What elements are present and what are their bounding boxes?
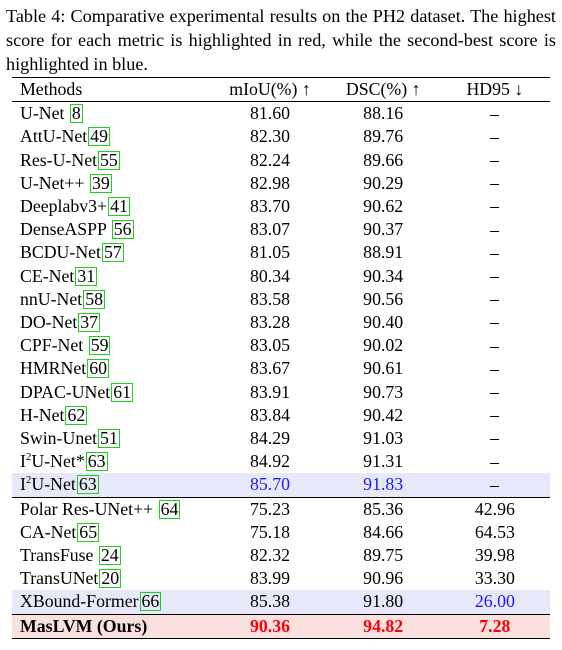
value-dsc bbox=[327, 357, 440, 380]
empty-dash bbox=[490, 416, 499, 417]
method-name: HMRNet bbox=[20, 358, 87, 379]
method-cell bbox=[12, 195, 213, 218]
empty-dash bbox=[490, 463, 499, 464]
citation-link[interactable]: 37 bbox=[80, 312, 99, 333]
value-miou bbox=[213, 521, 326, 544]
table-row bbox=[12, 265, 550, 288]
method-cell bbox=[12, 357, 213, 380]
value-text: 83.05 bbox=[249, 335, 290, 356]
value-miou bbox=[213, 334, 326, 357]
empty-dash bbox=[490, 370, 499, 371]
method-name: U-Net bbox=[31, 474, 76, 495]
citation-link[interactable]: 51 bbox=[100, 428, 118, 449]
value-text: 90.56 bbox=[363, 288, 404, 309]
method-name: CA-Net bbox=[20, 521, 77, 542]
value-dsc bbox=[327, 427, 440, 450]
method-name: DPAC-UNet bbox=[20, 381, 111, 402]
value-miou bbox=[213, 357, 326, 380]
citation-link[interactable]: 55 bbox=[100, 149, 118, 170]
value-hd95 bbox=[440, 218, 550, 241]
value-dsc bbox=[327, 334, 440, 357]
method-name: nnU-Net bbox=[20, 288, 83, 309]
value-text: 89.66 bbox=[363, 149, 404, 170]
method-name: TransFuse bbox=[20, 545, 98, 566]
value-dsc bbox=[327, 404, 440, 427]
citation-link[interactable]: 63 bbox=[87, 451, 106, 472]
method-cell bbox=[12, 427, 213, 450]
value-miou bbox=[213, 265, 326, 288]
table-row bbox=[12, 497, 550, 521]
value-hd95 bbox=[440, 334, 550, 357]
method-cell bbox=[12, 149, 213, 172]
value-miou bbox=[213, 195, 326, 218]
method-name: Deeplabv3+ bbox=[20, 196, 108, 217]
value-text: 85.70 bbox=[249, 474, 290, 495]
value-dsc bbox=[327, 590, 440, 614]
citation-link[interactable]: 49 bbox=[90, 126, 108, 147]
value-miou bbox=[213, 172, 326, 195]
method-name: U-Net* bbox=[31, 451, 85, 472]
method-cell bbox=[12, 102, 213, 126]
value-hd95 bbox=[440, 473, 550, 497]
value-dsc bbox=[327, 614, 440, 638]
method-name: CE-Net bbox=[20, 265, 75, 286]
method-name: CPF-Net bbox=[20, 335, 88, 356]
empty-dash bbox=[490, 254, 499, 255]
value-dsc bbox=[327, 521, 440, 544]
value-dsc bbox=[327, 450, 440, 473]
value-text: 39.98 bbox=[474, 545, 515, 566]
value-hd95 bbox=[440, 357, 550, 380]
value-text: 91.31 bbox=[363, 451, 404, 472]
citation-link[interactable]: 59 bbox=[90, 335, 109, 356]
empty-dash bbox=[490, 300, 499, 301]
empty-dash bbox=[490, 439, 499, 440]
value-hd95 bbox=[440, 590, 550, 614]
table-row bbox=[12, 404, 550, 427]
header-dsc: DSC(%) ↑ bbox=[327, 78, 440, 102]
method-cell bbox=[12, 265, 213, 288]
value-text: 83.70 bbox=[249, 196, 290, 217]
value-text: 83.67 bbox=[249, 358, 290, 379]
value-dsc bbox=[327, 149, 440, 172]
value-hd95 bbox=[440, 311, 550, 334]
value-text: 64.53 bbox=[474, 521, 515, 542]
value-text: 90.61 bbox=[363, 358, 404, 379]
empty-dash bbox=[490, 393, 499, 394]
method-cell bbox=[12, 450, 213, 473]
method-name: U-Net bbox=[20, 103, 69, 124]
value-miou bbox=[213, 614, 326, 638]
method-name: U-Net++ bbox=[20, 172, 89, 193]
citation-link[interactable]: 57 bbox=[104, 242, 122, 263]
value-text: 80.34 bbox=[249, 265, 290, 286]
method-superscript: 2 bbox=[25, 451, 32, 464]
method-name: MasLVM (Ours) bbox=[20, 615, 148, 636]
value-text: 83.58 bbox=[249, 288, 290, 309]
empty-dash bbox=[490, 207, 499, 208]
value-hd95 bbox=[440, 265, 550, 288]
table-row bbox=[12, 311, 550, 334]
value-hd95 bbox=[440, 450, 550, 473]
citation-link[interactable]: 61 bbox=[113, 381, 132, 402]
value-text: 90.62 bbox=[363, 196, 404, 217]
value-text: 91.03 bbox=[363, 428, 404, 449]
method-name: XBound-Former bbox=[20, 591, 139, 612]
value-text: 81.60 bbox=[249, 103, 290, 124]
header-row bbox=[12, 78, 550, 102]
method-cell bbox=[12, 125, 213, 148]
value-text: 90.02 bbox=[363, 335, 404, 356]
method-cell bbox=[12, 497, 213, 521]
table-row bbox=[12, 567, 550, 590]
value-text: 26.00 bbox=[474, 591, 515, 612]
citation-link[interactable]: 20 bbox=[101, 568, 120, 589]
value-text: 84.66 bbox=[363, 521, 404, 542]
table-row bbox=[12, 427, 550, 450]
value-dsc bbox=[327, 125, 440, 148]
value-hd95 bbox=[440, 149, 550, 172]
empty-dash bbox=[490, 184, 499, 185]
method-name: Swin-Unet bbox=[20, 428, 98, 449]
value-dsc bbox=[327, 218, 440, 241]
table-row bbox=[12, 102, 550, 126]
citation-link[interactable]: 58 bbox=[85, 288, 103, 309]
citation-link[interactable]: 24 bbox=[100, 545, 119, 566]
method-cell bbox=[12, 241, 213, 264]
value-dsc bbox=[327, 544, 440, 567]
table-row bbox=[12, 450, 550, 473]
value-hd95 bbox=[440, 567, 550, 590]
value-text: 82.24 bbox=[249, 149, 290, 170]
method-name: BCDU-Net bbox=[20, 242, 101, 263]
value-hd95 bbox=[440, 288, 550, 311]
table-row bbox=[12, 544, 550, 567]
table-row bbox=[12, 149, 550, 172]
best-row bbox=[12, 614, 550, 638]
value-text: 82.30 bbox=[249, 126, 290, 147]
value-text: 75.23 bbox=[249, 498, 290, 519]
value-text: 83.99 bbox=[249, 568, 290, 589]
value-text: 83.84 bbox=[249, 404, 290, 425]
results-table bbox=[12, 77, 550, 639]
method-name: TransUNet bbox=[20, 568, 99, 589]
value-miou bbox=[213, 125, 326, 148]
value-text: 85.36 bbox=[363, 498, 404, 519]
value-miou bbox=[213, 473, 326, 497]
method-name: Res-U-Net bbox=[20, 149, 98, 170]
method-cell bbox=[12, 288, 213, 311]
value-text: 88.91 bbox=[363, 242, 404, 263]
method-name: AttU-Net bbox=[20, 126, 88, 147]
value-miou bbox=[213, 544, 326, 567]
value-hd95 bbox=[440, 427, 550, 450]
method-cell bbox=[12, 544, 213, 567]
value-hd95 bbox=[440, 381, 550, 404]
value-miou bbox=[213, 218, 326, 241]
method-name: I bbox=[20, 474, 26, 495]
value-dsc bbox=[327, 265, 440, 288]
citation-link[interactable]: 41 bbox=[110, 196, 128, 217]
method-name: I bbox=[20, 451, 26, 472]
value-dsc bbox=[327, 473, 440, 497]
value-text: 82.32 bbox=[249, 545, 290, 566]
method-cell bbox=[12, 218, 213, 241]
value-hd95 bbox=[440, 125, 550, 148]
table-row bbox=[12, 357, 550, 380]
value-dsc bbox=[327, 381, 440, 404]
empty-dash bbox=[490, 347, 499, 348]
citation-link[interactable]: 66 bbox=[141, 591, 160, 612]
table-row bbox=[12, 521, 550, 544]
method-cell bbox=[12, 381, 213, 404]
citation-link[interactable]: 60 bbox=[89, 358, 107, 379]
value-text: 81.05 bbox=[249, 242, 290, 263]
value-miou bbox=[213, 450, 326, 473]
value-text: 75.18 bbox=[249, 521, 290, 542]
value-dsc bbox=[327, 102, 440, 126]
value-text: 83.07 bbox=[249, 219, 290, 240]
table-row bbox=[12, 334, 550, 357]
value-hd95 bbox=[440, 241, 550, 264]
method-name: H-Net bbox=[20, 404, 65, 425]
value-hd95 bbox=[440, 497, 550, 521]
value-text: 42.96 bbox=[474, 498, 515, 519]
citation-link[interactable]: 31 bbox=[77, 265, 96, 286]
value-dsc bbox=[327, 241, 440, 264]
value-text: 83.28 bbox=[249, 312, 290, 333]
value-text: 91.80 bbox=[363, 591, 404, 612]
value-miou bbox=[213, 288, 326, 311]
table-caption: Table 4: Comparative experimental results on the PH2 dataset. The highest score for each metric is highlighted in red, while the second-best score is highlighted in blue. bbox=[6, 6, 556, 74]
table-row bbox=[12, 172, 550, 195]
value-miou bbox=[213, 590, 326, 614]
second-best-row bbox=[12, 473, 550, 497]
value-miou bbox=[213, 567, 326, 590]
value-text: 7.28 bbox=[479, 615, 511, 636]
value-hd95 bbox=[440, 102, 550, 126]
value-miou bbox=[213, 427, 326, 450]
value-miou bbox=[213, 149, 326, 172]
value-text: 84.92 bbox=[249, 451, 290, 472]
method-cell bbox=[12, 311, 213, 334]
value-text: 91.83 bbox=[363, 474, 404, 495]
value-text: 84.29 bbox=[249, 428, 290, 449]
citation-link[interactable]: 62 bbox=[67, 404, 86, 425]
method-cell bbox=[12, 521, 213, 544]
value-text: 90.29 bbox=[363, 172, 404, 193]
method-cell bbox=[12, 567, 213, 590]
value-dsc bbox=[327, 567, 440, 590]
value-text: 90.42 bbox=[363, 404, 404, 425]
value-miou bbox=[213, 404, 326, 427]
value-text: 89.76 bbox=[363, 126, 404, 147]
value-hd95 bbox=[440, 404, 550, 427]
value-text: 33.30 bbox=[474, 568, 515, 589]
value-text: 85.38 bbox=[249, 591, 290, 612]
citation-link[interactable]: 8 bbox=[71, 103, 81, 124]
method-superscript: 2 bbox=[25, 474, 32, 487]
header-miou: mIoU(%) ↑ bbox=[213, 78, 326, 102]
method-cell bbox=[12, 334, 213, 357]
empty-dash bbox=[490, 323, 499, 324]
table-row bbox=[12, 381, 550, 404]
value-text: 88.16 bbox=[363, 103, 404, 124]
table-row bbox=[12, 288, 550, 311]
header-hd95: HD95 ↓ bbox=[440, 78, 550, 102]
table-row bbox=[12, 241, 550, 264]
header-methods: Methods bbox=[12, 78, 213, 102]
method-cell bbox=[12, 590, 213, 614]
table-row bbox=[12, 218, 550, 241]
value-text: 90.34 bbox=[363, 265, 404, 286]
second-best-row bbox=[12, 590, 550, 614]
citation-link[interactable]: 64 bbox=[160, 498, 179, 519]
value-dsc bbox=[327, 311, 440, 334]
value-dsc bbox=[327, 172, 440, 195]
value-text: 90.73 bbox=[363, 381, 404, 402]
value-dsc bbox=[327, 288, 440, 311]
value-text: 90.96 bbox=[363, 568, 404, 589]
value-text: 89.75 bbox=[363, 545, 404, 566]
value-hd95 bbox=[440, 521, 550, 544]
value-text: 83.91 bbox=[249, 381, 290, 402]
empty-dash bbox=[490, 161, 499, 162]
empty-dash bbox=[490, 115, 499, 116]
method-cell bbox=[12, 172, 213, 195]
value-text: 90.37 bbox=[363, 219, 404, 240]
citation-link[interactable]: 65 bbox=[79, 521, 98, 542]
method-name: Polar Res-UNet++ bbox=[20, 498, 158, 519]
method-cell bbox=[12, 473, 213, 497]
value-hd95 bbox=[440, 544, 550, 567]
value-text: 90.36 bbox=[249, 615, 290, 636]
method-cell bbox=[12, 404, 213, 427]
value-miou bbox=[213, 241, 326, 264]
value-dsc bbox=[327, 195, 440, 218]
value-dsc bbox=[327, 497, 440, 521]
method-cell bbox=[12, 614, 213, 638]
citation-link[interactable]: 63 bbox=[78, 474, 97, 495]
value-text: 94.82 bbox=[363, 615, 404, 636]
table-row bbox=[12, 125, 550, 148]
value-miou bbox=[213, 381, 326, 404]
value-hd95 bbox=[440, 614, 550, 638]
empty-dash bbox=[490, 138, 499, 139]
value-hd95 bbox=[440, 172, 550, 195]
value-hd95 bbox=[440, 195, 550, 218]
value-miou bbox=[213, 497, 326, 521]
method-name: DenseASPP bbox=[20, 219, 111, 240]
value-text: 90.40 bbox=[363, 312, 404, 333]
table-row bbox=[12, 195, 550, 218]
empty-dash bbox=[490, 231, 499, 232]
method-name: DO-Net bbox=[20, 312, 78, 333]
empty-dash bbox=[490, 486, 499, 487]
value-text: 82.98 bbox=[249, 172, 290, 193]
empty-dash bbox=[490, 277, 499, 278]
citation-link[interactable]: 56 bbox=[113, 219, 132, 240]
value-miou bbox=[213, 102, 326, 126]
value-miou bbox=[213, 311, 326, 334]
citation-link[interactable]: 39 bbox=[91, 172, 110, 193]
